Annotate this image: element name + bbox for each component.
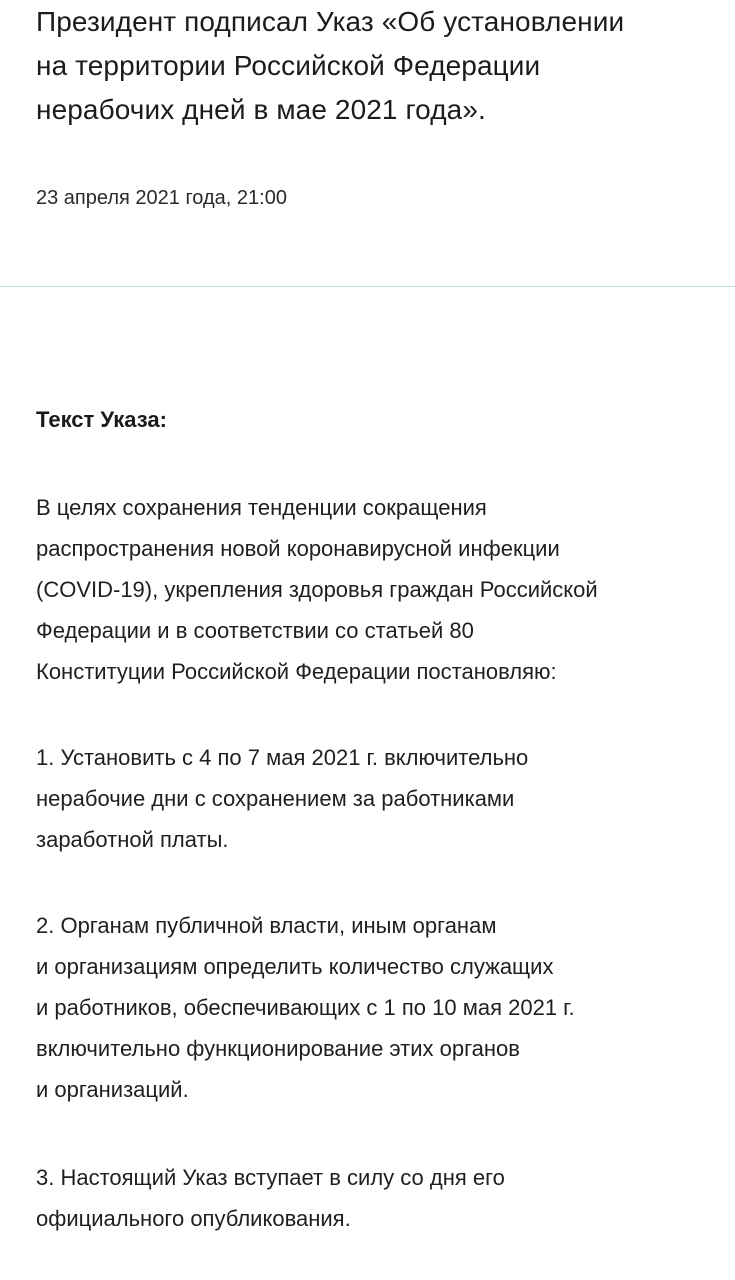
paragraph-line: Конституции Российской Федерации постановляю: xyxy=(36,659,557,684)
paragraph-line: 1. Установить с 4 по 7 мая 2021 г. включительно xyxy=(36,745,529,770)
paragraph-line: 2. Органам публичной власти, иным органам xyxy=(36,913,497,938)
paragraph-line: и организаций. xyxy=(36,1077,189,1102)
preamble-paragraph xyxy=(36,487,706,692)
clause-3-paragraph xyxy=(36,1157,706,1239)
paragraph-line: и организациям определить количество служащих xyxy=(36,954,554,979)
paragraph-line: (COVID-19), укрепления здоровья граждан Российской xyxy=(36,577,598,602)
section-divider xyxy=(0,286,735,287)
paragraph-line: 3. Настоящий Указ вступает в силу со дня его xyxy=(36,1165,505,1190)
title-line: нерабочих дней в мае 2021 года». xyxy=(36,94,486,125)
paragraph-line: распространения новой коронавирусной инфекции xyxy=(36,536,560,561)
decree-text-heading: Текст Указа: xyxy=(36,407,167,432)
title-line: на территории Российской Федерации xyxy=(36,50,541,81)
paragraph-line: нерабочие дни с сохранением за работниками xyxy=(36,786,515,811)
paragraph-line: официального опубликования. xyxy=(36,1206,351,1231)
page-title xyxy=(36,0,624,132)
title-line: Президент подписал Указ «Об установлении xyxy=(36,6,625,37)
publication-date: 23 апреля 2021 года, 21:00 xyxy=(36,187,287,209)
paragraph-line: и работников, обеспечивающих с 1 по 10 мая 2021 г. xyxy=(36,995,575,1020)
clause-2-paragraph xyxy=(36,905,706,1110)
paragraph-line: В целях сохранения тенденции сокращения xyxy=(36,495,487,520)
clause-1-paragraph xyxy=(36,737,706,860)
paragraph-line: Федерации и в соответствии со статьей 80 xyxy=(36,618,474,643)
paragraph-line: включительно функционирование этих органов xyxy=(36,1036,520,1061)
paragraph-line: заработной платы. xyxy=(36,827,229,852)
